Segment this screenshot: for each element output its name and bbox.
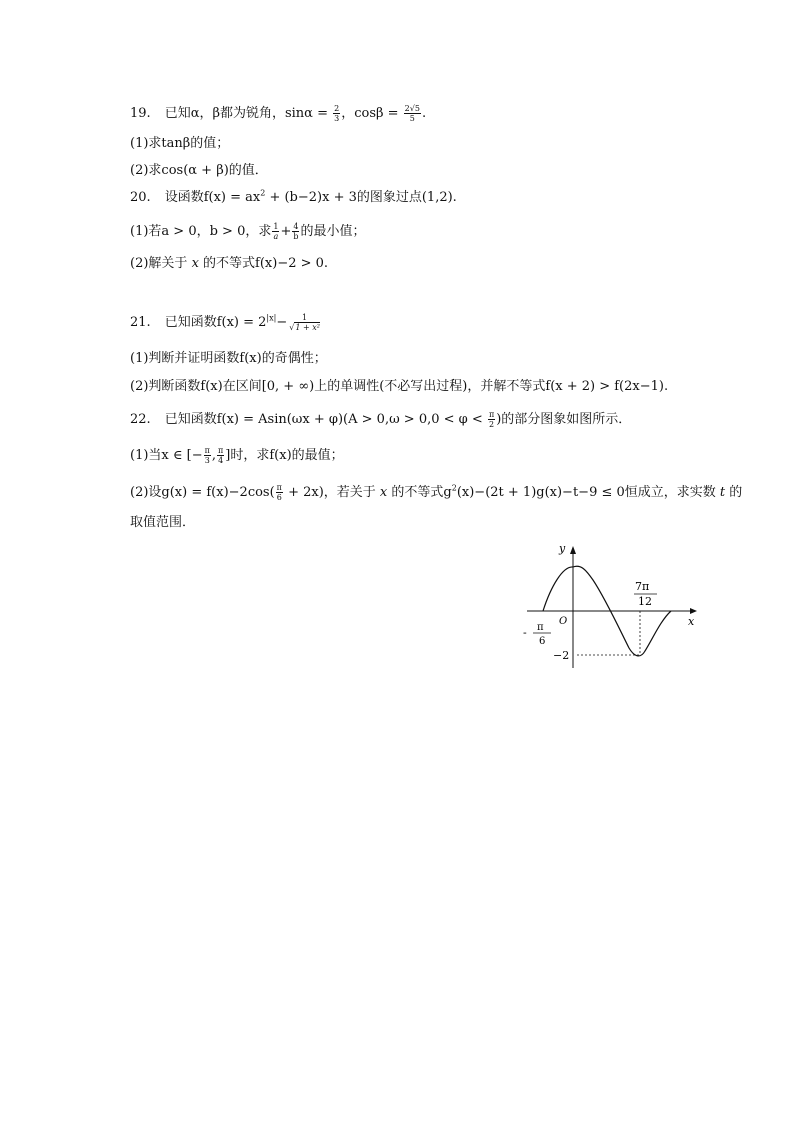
q19-part2: (2)求cos(α + β)的值． [130, 163, 268, 178]
q22-part2: (2)设g(x) = f(x)−2cos( $\frac{\pi}{6}$ + 2x)，若关于 x 的不等式$g^2(x)-(2t + 1)g(x)-t-9 \le 0$恒成立，求实数 t 的 [130, 483, 743, 502]
frac-4-over-b: $\frac{4}{b}$ [293, 222, 299, 241]
sine-graph [515, 538, 705, 673]
cos-fraction: $\frac{2√5}{5}$ [404, 104, 420, 123]
frac-1-over-a: $\frac{1}{a}$ [273, 222, 279, 241]
q22-number: 22. [130, 412, 151, 427]
q20-stem: 20. 设函数$f(x) = ax^2 + (b-2)x + 3$的图象过点(1,2). [130, 188, 457, 205]
neg-sign: - [523, 626, 527, 639]
q22-part1: (1)当x ∈ [− $\frac{\pi}{3}$ , $\frac{\pi}{4}$ ]时，求f(x)的最值； [130, 446, 344, 465]
left-zero-num: π [537, 622, 544, 633]
q19-number: 19. [130, 106, 151, 121]
y-axis-label: y [559, 542, 566, 555]
right-zero-den: 12 [638, 595, 652, 608]
interval-right-fraction: $\frac{\pi}{4}$ [218, 446, 224, 465]
q19-stem: 19. 已知α，β都为锐角，sinα = $\frac{2}{3}$ ，cosβ = $\frac{2√5}{5}$ . [130, 104, 427, 123]
q20-part2: (2)解关于 x 的不等式f(x)−2 > 0. [130, 256, 329, 271]
q22-stem: 22. 已知函数f(x) = Asin(ωx + φ)(A > 0,ω > 0,0 < φ < $\frac{\pi}{2}$ )的部分图象如图所示． [130, 410, 632, 429]
q20-part1: (1)若a > 0，b > 0，求 $\frac{1}{a}$ + $\frac{4}{b}$ 的最小值； [130, 222, 366, 241]
right-zero-num: 7π [635, 580, 650, 593]
q21-fraction: $\frac{1}{\text{√1 + x²}}$ [289, 313, 320, 332]
q19-part1: (1)求tanβ的值； [130, 136, 230, 151]
x-axis-arrow [690, 608, 697, 614]
cos-arg-fraction: $\frac{\pi}{6}$ [276, 483, 282, 502]
q21-part1: (1)判断并证明函数f(x)的奇偶性； [130, 351, 327, 366]
q21-number: 21. [130, 315, 151, 330]
q21-stem: 21. 已知函数$f(x) = 2^{|x|}-$ $\frac{1}{\text{√1 + x²}}$ [130, 313, 320, 332]
y-axis-arrow [570, 546, 576, 554]
left-zero-den: 6 [539, 636, 546, 647]
q22-part2-continued: 取值范围． [130, 515, 196, 530]
sin-fraction: $\frac{2}{3}$ [334, 104, 340, 123]
interval-left-fraction: $\frac{\pi}{3}$ [204, 446, 210, 465]
x-axis-label: x [688, 615, 695, 628]
min-label: −2 [553, 649, 570, 662]
q21-part2: (2)判断函数f(x)在区间[0, + ∞)上的单调性(不必写出过程)，并解不等式f(x + 2) > f(2x−1). [130, 379, 669, 394]
phi-fraction: $\frac{\pi}{2}$ [488, 410, 495, 429]
origin-label: O [559, 616, 568, 627]
q20-number: 20. [130, 190, 151, 205]
